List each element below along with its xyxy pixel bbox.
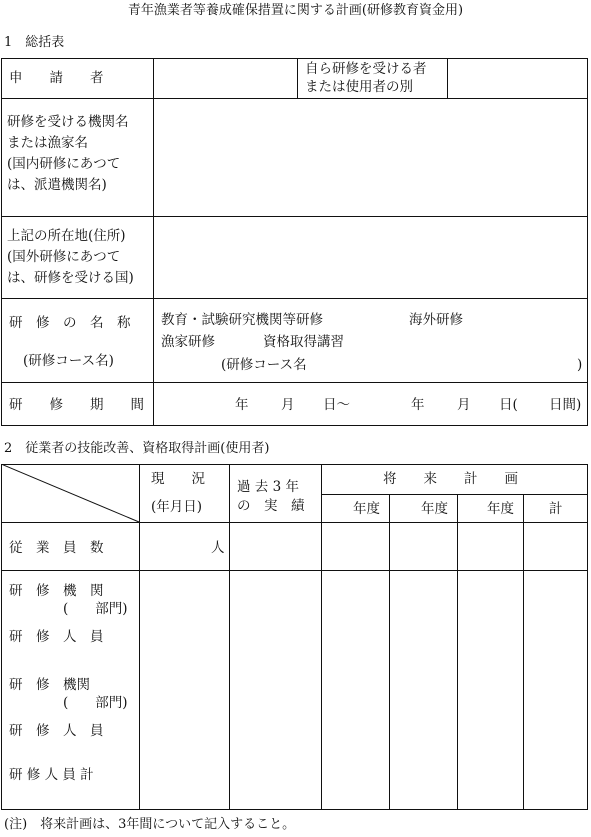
option-education-research[interactable]: 教育・試験研究機関等研修 — [161, 312, 323, 328]
location-label: 上記の所在地(住所) (国外研修にあつて は、研修を受ける国) — [7, 228, 134, 286]
institution-field[interactable] — [155, 99, 586, 216]
summary-table — [1, 58, 588, 426]
header-total: 計 — [549, 501, 563, 517]
applicant-field[interactable] — [155, 59, 296, 98]
period-day1: 日〜 — [323, 397, 350, 413]
period-month2: 月 — [457, 397, 471, 413]
header-year3: 年度 — [487, 501, 514, 517]
option-qualification[interactable]: 資格取得講習 — [263, 334, 344, 350]
row-department-1: ( 部門) — [63, 601, 128, 617]
row-training-institution-2: 研 修 機関 — [9, 677, 90, 693]
footnote: (注) 将来計画は、3年間について記入すること。 — [4, 817, 296, 832]
location-field[interactable] — [155, 217, 586, 298]
header-current-date: (年月日) — [151, 499, 203, 515]
applicant-label: 申 請 者 — [9, 70, 104, 86]
header-diagonal-line — [1, 464, 140, 523]
row-trainees-2: 研 修 人 員 — [9, 723, 104, 739]
period-days: 日間) — [549, 397, 582, 413]
trainee-type-label: 自ら研修を受ける者 または使用者の別 — [305, 61, 427, 95]
row-training-institution-1: 研 修 機 関 — [9, 583, 104, 599]
header-past-3-years: 過 去 3 年 の 実 績 — [237, 479, 305, 514]
row-trainees-total: 研 修 人 員 計 — [9, 767, 94, 783]
trainee-type-field[interactable] — [449, 59, 586, 98]
period-day2: 日( — [499, 397, 518, 413]
course-paren-open: (研修コース名 — [221, 357, 307, 373]
header-year2: 年度 — [421, 501, 448, 517]
option-fishing-household[interactable]: 漁家研修 — [161, 334, 215, 350]
unit-person: 人 — [211, 540, 225, 556]
row-employee-count: 従 業 員 数 — [9, 540, 104, 556]
option-overseas[interactable]: 海外研修 — [409, 312, 463, 328]
row-department-2: ( 部門) — [63, 695, 128, 711]
header-year1: 年度 — [353, 501, 380, 517]
institution-label: 研修を受ける機関名 または漁家名 (国内研修にあつて は、派遣機関名) — [7, 114, 129, 193]
period-month1: 月 — [281, 397, 295, 413]
period-year1: 年 — [235, 397, 249, 413]
period-year2: 年 — [411, 397, 425, 413]
course-paren-close: ) — [577, 357, 583, 373]
section2-heading: 2 従業者の技能改善、資格取得計画(使用者) — [4, 441, 270, 456]
section1-heading: 1 総括表 — [4, 35, 65, 50]
course-name-label: 研 修 の 名 称 — [9, 315, 131, 331]
course-sub-label: (研修コース名) — [23, 353, 114, 369]
header-future-plan: 将 来 計 画 — [383, 471, 518, 487]
period-label: 研 修 期 間 — [9, 397, 144, 413]
row-trainees-1: 研 修 人 員 — [9, 629, 104, 645]
skills-plan-table — [1, 464, 588, 810]
header-current: 現 況 — [151, 471, 205, 487]
document-title: 青年漁業者等養成確保措置に関する計画(研修教育資金用) — [127, 3, 464, 18]
